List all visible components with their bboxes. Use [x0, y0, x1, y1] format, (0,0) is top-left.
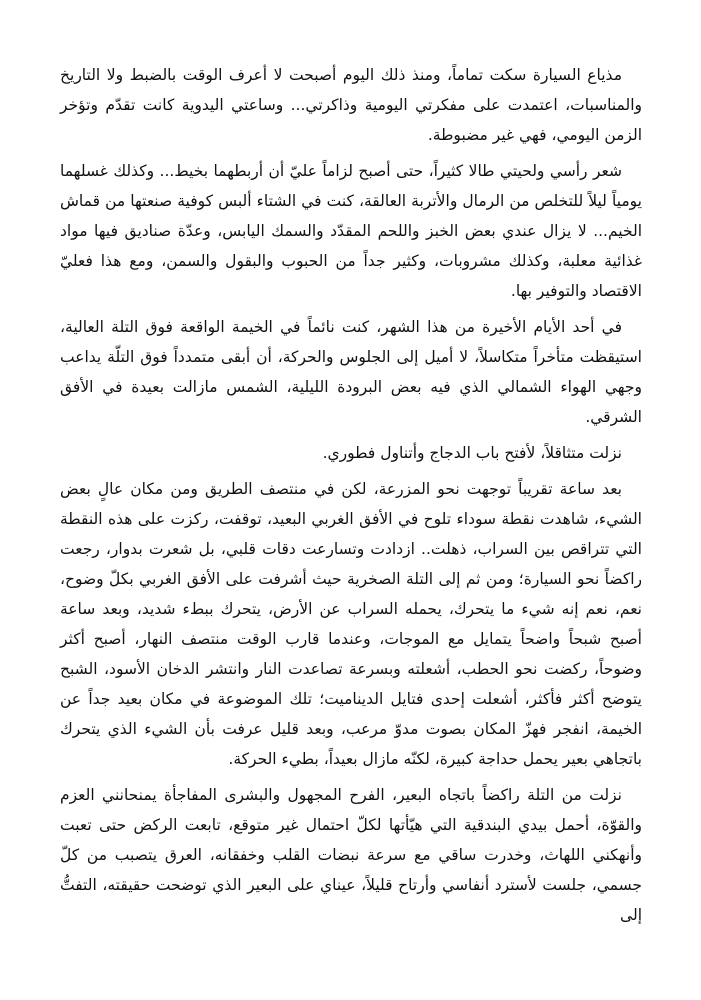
paragraph-4: نزلت متثاقلاً، لأفتح باب الدجاج وأتناول فطوري. — [322, 444, 622, 462]
body-text — [60, 60, 642, 936]
paragraph-3: في أحد الأيام الأخيرة من هذا الشهر، كنت نائماً في الخيمة الواقعة فوق التلة العالية، استيقظت متأخراً متكاسلاً، لا أميل إلى الجلوس والحركة، أن أبقى متمدداً فوق التلّة يداعب وجهي الهواء الشمالي الذي فيه بعض البرودة الليلية، الشمس مازالت بعيدة في الأفق الشرقي. — [60, 318, 642, 426]
paragraph-2: شعر رأسي ولحيتي طالا كثيراً، حتى أصبح لزاماً عليّ أن أربطهما بخيط... وكذلك غسلهما يومياً ليلاً للتخلص من الرمال والأتربة العالقة، كنت في الشتاء ألبس كوفية صنعتها من قماش الخيم... لا يزال عندي بعض الخبز واللحم المقدّد والسمك اليابس، وعدّة صناديق فيها مواد غذائية معلبة، وكذلك مشروبات، وكثير جداً من الحبوب والبقول والسمن، ومع هذا فعليّ الاقتصاد والتوفير بها. — [60, 162, 642, 300]
paragraph-1: مذياع السيارة سكت تماماً، ومنذ ذلك اليوم أصبحت لا أعرف الوقت بالضبط ولا التاريخ والمناسبات، اعتمدت على مفكرتي اليومية وذاكرتي... وساعتي اليدوية كانت تقدّم وتؤخر الزمن اليومي، فهي غير مضبوطة. — [60, 66, 642, 144]
paragraph-5: بعد ساعة تقريباً توجهت نحو المزرعة، لكن في منتصف الطريق ومن مكان عالٍ بعض الشيء، شاهدت نقطة سوداء تلوح في الأفق الغربي البعيد، توقفت، ركزت على هذه النقطة التي تتراقص بين السراب، ذهلت.. ازدادت وتسارعت دقات قلبي، بل شعرت بدوار، رجعت راكضاً نحو السيارة؛ ومن ثم إلى التلة الصخرية حيث أشرفت على الأفق الغربي بكلّ وضوح، نعم، نعم إنه شيء ما يتحرك، يحمله السراب عن الأرض، يتحرك ببطء شديد، وبعد ساعة أصبح شبحاً واضحاً يتمايل مع الموجات، وعندما قارب الوقت منتصف النهار، أصبح أكثر وضوحاً، ركضت نحو الحطب، أشعلته وبسرعة تصاعدت النار وانتشر الدخان الأسود، الشبح يتوضح أكثر فأكثر، أشعلت إحدى فتايل الديناميت؛ تلك الموضوعة في مكان بعيد جداً عن الخيمة، انفجر فهزّ المكان بصوت مدوّ مرعب، وبعد قليل عرفت بأن الشيء الذي يتحرك باتجاهي بعير يحمل حداجة كبيرة، لكنّه مازال بعيداً، بطيء الحركة. — [60, 480, 642, 768]
paragraph-6: نزلت من التلة راكضاً باتجاه البعير، الفرح المجهول والبشرى المفاجأة يمنحانني العزم والقوّة، أحمل بيدي البندقية التي هيّأتها لكلّ احتمال غير متوقع، تابعت الركض حتى تعبت وأنهكني اللهاث، وخدرت ساقي مع سرعة نبضات القلب وخفقانه، العرق يتصبب من كلّ جسمي، جلست لأسترد أنفاسي وأرتاح قليلاً، عيناي على البعير الذي توضحت حقيقته، التفتُّ إلى — [60, 786, 642, 924]
